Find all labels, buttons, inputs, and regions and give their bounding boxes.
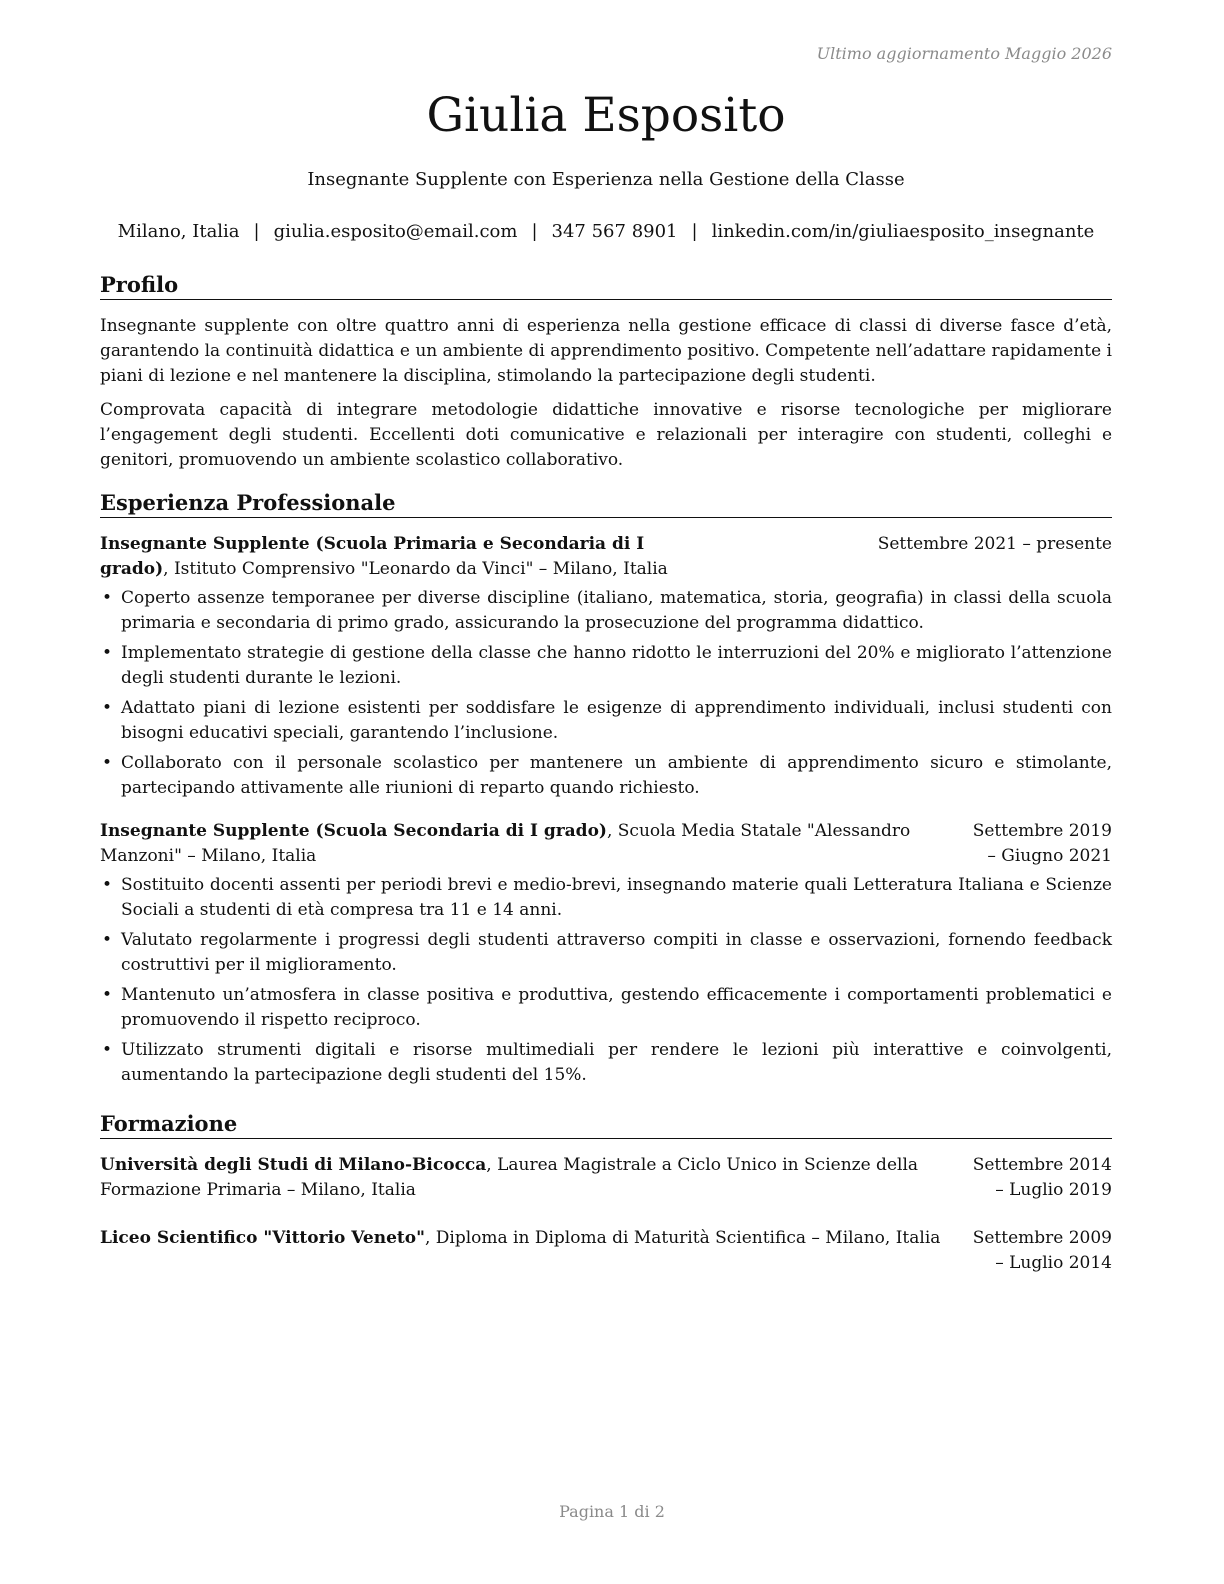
section-profile [100,271,1112,473]
contact-email[interactable]: giulia.esposito@email.com [273,221,518,242]
list-item: • Valutato regolarmente i progressi degli studenti attraverso compiti in classe e osservazioni, fornendo feedback costruttivi per il miglioramento. [100,928,1112,978]
list-item: • Adattato piani di lezione esistenti per soddisfare le esigenze di apprendimento individuali, inclusi studenti con bisogni educativi speciali, garantendo l’inclusione. [100,696,1112,746]
entry-header [100,819,1112,869]
candidate-name: Giulia Esposito [426,88,786,143]
section-heading-education: Formazione [100,1110,1112,1139]
entry-header [100,1226,1112,1276]
list-item: • Implementato strategie di gestione della classe che hanno ridotto le interruzioni del 20% e migliorato l’attenzione degli studenti durante le lezioni. [100,641,1112,691]
contact-phone: 347 567 8901 [551,221,678,242]
last-updated: Ultimo aggiornamento Maggio 2026 [816,44,1112,63]
entry-organization: , Laurea Magistrale a Ciclo Unico in Scienze della Formazione Primaria – Milano, Italia [100,1155,919,1200]
candidate-subtitle: Insegnante Supplente con Esperienza nella Gestione della Classe [307,169,905,190]
entry-title: Insegnante Supplente (Scuola Secondaria di I grado) [100,821,607,841]
education-entry [100,1226,1112,1276]
entry-bullets [100,586,1112,801]
entry-organization: , Scuola Media Statale "Alessandro Manzoni" – Milano, Italia [100,821,911,866]
experience-entry [100,819,1112,1088]
contact-line [100,220,1112,244]
list-item: • Collaborato con il personale scolastico per mantenere un ambiente di apprendimento sicuro e stimolante, partecipando attivamente alle riunioni di reparto quando richiesto. [100,751,1112,801]
entry-bullets [100,873,1112,1088]
profile-paragraph: Insegnante supplente con oltre quattro anni di esperienza nella gestione efficace di classi di diverse fasce d’età, garantendo la continuità didattica e un ambiente di apprendimento positivo. Competente nell’adattare rapidamente i piani di lezione e nel mantenere la disciplina, stimolando la partecipazione degli studenti. [100,316,1112,386]
page-number: Pagina 1 di 2 [559,1502,665,1521]
list-item: • Utilizzato strumenti digitali e risorse multimediali per rendere le lezioni più interattive e coinvolgenti, aumentando la partecipazione degli studenti del 15%. [100,1038,1112,1088]
section-heading-profile: Profilo [100,271,1112,300]
contact-linkedin[interactable]: linkedin.com/in/giuliaesposito_insegnante [711,221,1095,242]
entry-title: Liceo Scientifico "Vittorio Veneto" [100,1228,425,1248]
section-experience [100,489,1112,1093]
profile-paragraph: Comprovata capacità di integrare metodologie didattiche innovative e risorse tecnologiche per migliorare l’engagement degli studenti. Eccellenti doti comunicative e relazionali per interagire con studenti, colleghi e genitori, promuovendo un ambiente scolastico collaborativo. [100,400,1112,470]
entry-organization: , Diploma in Diploma di Maturità Scientifica – Milano, Italia [424,1228,941,1248]
entry-title: Università degli Studi di Milano-Bicocca [100,1155,487,1175]
education-entry [100,1153,1112,1203]
list-item: • Mantenuto un’atmosfera in classe positiva e produttiva, gestendo efficacemente i comportamenti problematici e promuovendo il rispetto reciproco. [100,983,1112,1033]
list-item: • Coperto assenze temporanee per diverse discipline (italiano, matematica, storia, geografia) in classi della scuola primaria e secondaria di primo grado, assicurando la prosecuzione del programma didattico. [100,586,1112,636]
entry-organization: , Istituto Comprensivo "Leonardo da Vinci" – Milano, Italia [163,559,668,579]
entry-dates: Settembre 2019 – Giugno 2021 [972,821,1112,866]
entry-header [100,532,1112,582]
section-education [100,1110,1112,1276]
entry-title: Insegnante Supplente (Scuola Primaria e Secondaria di I grado) [100,534,645,579]
section-heading-experience: Esperienza Professionale [100,489,1112,518]
list-item: • Sostituito docenti assenti per periodi brevi e medio-brevi, insegnando materie quali Letteratura Italiana e Scienze Sociali a studenti di età compresa tra 11 e 14 anni. [100,873,1112,923]
experience-entry [100,532,1112,801]
entry-dates: Settembre 2021 – presente [877,534,1112,554]
contact-separator: | [253,221,260,242]
entry-dates: Settembre 2009 – Luglio 2014 [972,1228,1112,1273]
entry-dates: Settembre 2014 – Luglio 2019 [972,1155,1112,1200]
contact-location: Milano, Italia [117,221,240,242]
contact-separator: | [691,221,698,242]
entry-header [100,1153,1112,1203]
contact-separator: | [531,221,538,242]
